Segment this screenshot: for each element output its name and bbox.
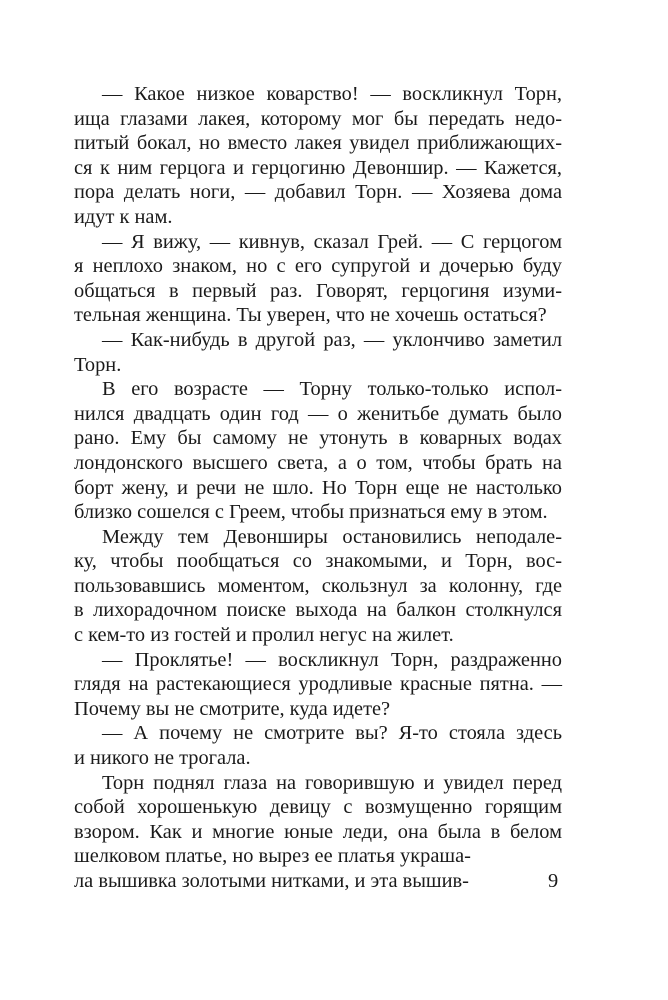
text-line: В его возрасте — Торну только-только испол- [102,378,562,401]
text-line: пора делать ноги, — добавил Торн. — Хозяева дома [74,181,562,204]
text-line: — Проклятье! — воскликнул Торн, раздраженно [102,648,562,671]
text-line: собой хорошенькую девицу с возмущенно горящим [74,796,562,819]
text-line: взором. Как и многие юные леди, она была в белом [74,820,562,843]
text-line: нился двадцать один год — о женитьбе думать было [74,402,562,425]
text-line: ища глазами лакея, которому мог бы передать недо- [74,107,562,130]
text-line: и никого не трогала. [74,747,251,770]
text-line: идут к нам. [74,205,173,228]
text-line: в лихорадочном поиске выхода на балкон столкнулся [74,599,562,622]
text-line: — Как-нибудь в другой раз, — уклончиво заметил [102,328,562,351]
text-line: пользовавшись моментом, скользнул за колонну, где [74,574,562,597]
text-line: — А почему не смотрите вы? Я-то стояла здесь [102,722,562,745]
text-line: — Я вижу, — кивнув, сказал Грей. — С герцогом [102,230,562,253]
text-line: глядя на растекающиеся уродливые красные пятна. — [74,673,562,696]
text-line: — Какое низкое коварство! — воскликнул Торн, [102,83,562,105]
page-number: 9 [548,870,559,892]
text-line: близко сошелся с Греем, чтобы признаться ему в этом. [74,501,548,524]
text-line: лондонского высшего света, а о том, чтобы брать на [74,451,562,474]
book-page-text [74,82,562,894]
text-line: ся к ним герцога и герцогиню Девоншир. — Кажется, [74,156,562,179]
text-line: рано. Ему бы самому не утонуть в коварных водах [74,427,562,450]
text-line: Между тем Девонширы остановились неподале- [102,525,562,548]
text-line: шелковом платье, но вырез ее платья украша- [74,845,471,868]
text-line: тельная женщина. Ты уверен, что не хочешь остаться? [74,304,547,327]
text-line: с кем-то из гостей и пролил негус на жилет. [74,624,454,647]
text-line: я неплохо знаком, но с его супругой и дочерью буду [74,255,562,278]
text-line: борт жену, и речи не шло. Но Торн еще не настолько [74,476,562,499]
text-line: ку, чтобы пообщаться со знакомыми, и Торн, вос- [74,550,562,573]
text-line: питый бокал, но вместо лакея увидел приближающих- [74,132,562,155]
text-line: ла вышивка золотыми нитками, и эта вышив- [74,870,469,892]
text-line: общаться в первый раз. Говорят, герцогиня изуми- [74,279,562,302]
text-line: Торн поднял глаза на говорившую и увидел перед [102,771,562,794]
text-line: Торн. [74,353,122,376]
text-line: Почему вы не смотрите, куда идете? [74,697,391,720]
